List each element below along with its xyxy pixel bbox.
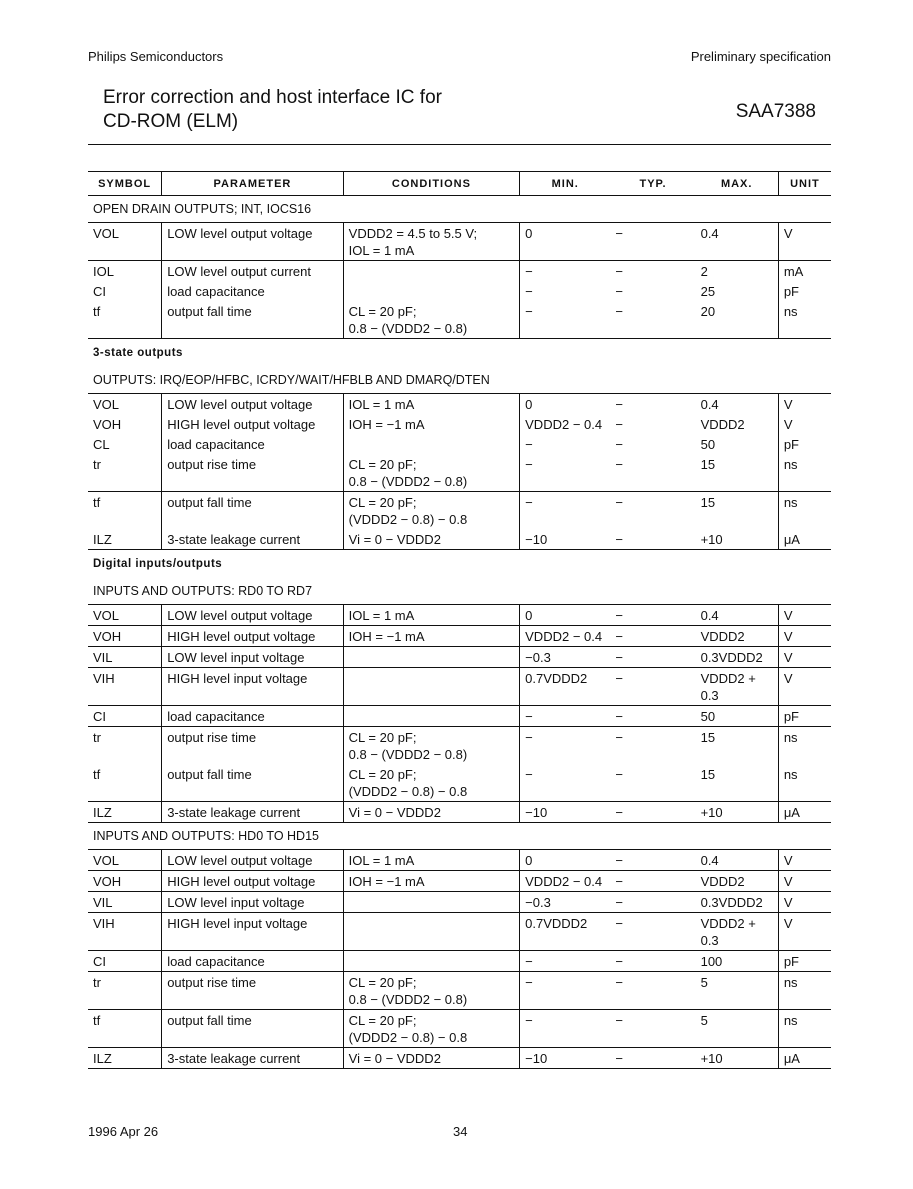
cell-min: − — [520, 951, 611, 972]
cell-typ: − — [610, 951, 695, 972]
cell-min: − — [520, 301, 611, 339]
cell-typ: − — [610, 223, 695, 261]
cell-conditions — [343, 764, 519, 802]
cell-parameter: output fall time — [162, 764, 343, 802]
cell-conditions — [343, 223, 519, 261]
table-row — [88, 706, 831, 727]
cell-symbol: VOL — [88, 223, 162, 261]
cell-parameter: HIGH level output voltage — [162, 414, 343, 434]
cell-min: − — [520, 281, 611, 301]
table-row — [88, 261, 831, 282]
cell-symbol: VOL — [93, 397, 120, 412]
cell-symbol: CI — [88, 951, 162, 972]
condition-line: CL = 20 pF; — [348, 457, 417, 472]
condition-line: (VDDD2 − 0.8) − 0.8 — [348, 784, 468, 799]
col-parameter: PARAMETER — [162, 172, 343, 196]
cell-min: − — [520, 434, 611, 454]
cell-min: − — [520, 706, 611, 727]
condition-line: CL = 20 pF; — [348, 1013, 417, 1028]
cell-parameter: LOW level output current — [162, 261, 343, 282]
cell-parameter: load capacitance — [162, 706, 343, 727]
cell-symbol: ILZ — [88, 802, 162, 823]
table-row — [88, 727, 831, 765]
cell-symbol: VIH — [88, 668, 162, 706]
cell-unit: μA — [778, 529, 831, 550]
cell-min: VDDD2 − 0.4 — [520, 871, 611, 892]
cell-conditions — [343, 1048, 519, 1069]
cell-unit: mA — [778, 261, 831, 282]
table-row — [88, 223, 831, 261]
table-row — [88, 802, 831, 823]
cell-min: −10 — [520, 1048, 611, 1069]
cell-max: VDDD2 + 0.3 — [696, 913, 779, 951]
cell-unit: ns — [778, 301, 831, 339]
cell-min: 0 — [520, 223, 611, 261]
cell-conditions — [343, 492, 519, 530]
cell-unit: ns — [778, 454, 831, 492]
cell-typ: − — [610, 892, 695, 913]
cell-max: 0.3VDDD2 — [696, 892, 779, 913]
cell-typ: − — [610, 454, 695, 492]
condition-line: 0.8 − (VDDD2 − 0.8) — [348, 321, 468, 336]
condition-line: 0.8 − (VDDD2 − 0.8) — [348, 747, 468, 762]
cell-conditions — [343, 281, 519, 301]
cell-unit: pF — [778, 434, 831, 454]
cell-min: 0.7VDDD2 — [520, 913, 611, 951]
col-min: MIN. — [520, 172, 611, 196]
condition-line: Vi = 0 − VDDD2 — [348, 1051, 441, 1066]
cell-min: − — [520, 972, 611, 1010]
cell-parameter: LOW level output voltage — [162, 223, 343, 261]
cell-typ: − — [610, 913, 695, 951]
cell-unit: V — [778, 626, 831, 647]
header-rule — [88, 144, 831, 145]
table-row — [88, 668, 831, 706]
section-heading — [88, 550, 831, 579]
cell-typ: − — [610, 871, 695, 892]
cell-symbol: VIL — [88, 892, 162, 913]
cell-parameter: 3-state leakage current — [162, 529, 343, 550]
cell-max: +10 — [696, 1048, 779, 1069]
cell-unit: V — [778, 647, 831, 668]
table-row — [88, 1010, 831, 1048]
table-row — [88, 647, 831, 668]
cell-typ: − — [610, 972, 695, 1010]
cell-typ: − — [610, 668, 695, 706]
spec-table — [88, 171, 831, 1069]
cell-parameter: LOW level input voltage — [162, 892, 343, 913]
group-heading — [88, 367, 831, 394]
cell-typ: − — [615, 437, 623, 452]
condition-line: CL = 20 pF; — [348, 304, 417, 319]
cell-symbol: tf — [88, 301, 162, 339]
group-heading — [88, 823, 831, 850]
cell-unit: V — [778, 223, 831, 261]
cell-conditions — [343, 706, 519, 727]
cell-unit: μA — [778, 1048, 831, 1069]
cell-min: − — [520, 454, 611, 492]
cell-symbol: IOL — [93, 264, 114, 279]
cell-parameter: LOW level input voltage — [162, 647, 343, 668]
table-header-row — [88, 172, 831, 196]
cell-typ: − — [610, 301, 695, 339]
group-heading — [88, 196, 831, 223]
cell-unit: V — [778, 913, 831, 951]
table-row — [88, 972, 831, 1010]
cell-min: VDDD2 − 0.4 — [520, 626, 611, 647]
cell-min: 0.7VDDD2 — [520, 668, 611, 706]
cell-max: 15 — [700, 495, 716, 510]
cell-max: 20 — [696, 301, 779, 339]
cell-parameter: LOW level output voltage — [162, 850, 343, 871]
cell-parameter: output fall time — [162, 492, 343, 530]
condition-line: IOL = 1 mA — [348, 608, 415, 623]
group-title: OPEN DRAIN OUTPUTS; INT, IOCS16 — [88, 196, 831, 223]
cell-symbol: CI — [88, 706, 162, 727]
cell-unit: V — [778, 394, 831, 415]
table-row — [88, 951, 831, 972]
page-number: 34 — [453, 1124, 468, 1139]
cell-min: −0.3 — [520, 647, 611, 668]
col-symbol: SYMBOL — [88, 172, 162, 196]
cell-parameter: HIGH level input voltage — [162, 668, 343, 706]
cell-parameter: load capacitance — [162, 281, 343, 301]
condition-line: IOH = −1 mA — [348, 417, 425, 432]
cell-symbol: ILZ — [88, 529, 162, 550]
condition-line: (VDDD2 − 0.8) − 0.8 — [348, 512, 468, 527]
cell-conditions — [343, 434, 519, 454]
condition-line: Vi = 0 − VDDD2 — [348, 532, 441, 547]
cell-typ: − — [610, 706, 695, 727]
cell-conditions — [343, 529, 519, 550]
cell-typ: − — [615, 397, 623, 412]
section-title: 3-state outputs — [93, 347, 183, 359]
table-row — [88, 434, 831, 454]
cell-conditions — [343, 301, 519, 339]
cell-min: 0 — [520, 850, 611, 871]
cell-symbol: CL — [93, 437, 110, 452]
cell-unit: V — [778, 871, 831, 892]
cell-symbol: VOL — [88, 605, 162, 626]
footer-date: 1996 Apr 26 — [88, 1124, 159, 1139]
condition-line: CL = 20 pF; — [348, 975, 417, 990]
cell-min: − — [520, 764, 611, 802]
group-title: INPUTS AND OUTPUTS: HD0 TO HD15 — [88, 823, 831, 850]
table-row — [88, 626, 831, 647]
table-row — [88, 764, 831, 802]
cell-max: 5 — [696, 1010, 779, 1048]
cell-min: 0 — [520, 394, 611, 415]
condition-line: 0.8 − (VDDD2 − 0.8) — [348, 992, 468, 1007]
cell-symbol: tf — [88, 1010, 162, 1048]
cell-min: − — [520, 727, 611, 765]
condition-line: CL = 20 pF; — [348, 730, 417, 745]
cell-conditions — [343, 871, 519, 892]
cell-conditions — [343, 892, 519, 913]
cell-unit: μA — [778, 802, 831, 823]
table-row — [88, 871, 831, 892]
cell-conditions — [343, 1010, 519, 1048]
cell-typ: − — [610, 647, 695, 668]
cell-max: 50 — [700, 437, 716, 452]
company-name: Philips Semiconductors — [88, 49, 224, 64]
cell-parameter: 3-state leakage current — [162, 802, 343, 823]
cell-conditions — [343, 913, 519, 951]
cell-symbol: ILZ — [88, 1048, 162, 1069]
cell-typ: − — [610, 1048, 695, 1069]
cell-min: − — [520, 261, 611, 282]
cell-min: − — [520, 492, 611, 530]
cell-unit: ns — [778, 764, 831, 802]
cell-max: 5 — [696, 972, 779, 1010]
section-heading — [88, 339, 831, 368]
cell-parameter: output fall time — [162, 301, 343, 339]
cell-unit: V — [778, 892, 831, 913]
col-typ: TYP. — [610, 172, 695, 196]
cell-conditions — [343, 626, 519, 647]
cell-symbol: VIH — [88, 913, 162, 951]
cell-symbol: tr — [88, 972, 162, 1010]
cell-symbol: VOH — [93, 417, 122, 432]
cell-typ: − — [610, 626, 695, 647]
cell-conditions — [343, 727, 519, 765]
condition-line: 0.8 − (VDDD2 − 0.8) — [348, 474, 468, 489]
condition-line: (VDDD2 − 0.8) − 0.8 — [348, 1030, 468, 1045]
cell-max: VDDD2 — [696, 626, 779, 647]
condition-line: Vi = 0 − VDDD2 — [348, 805, 441, 820]
table-row — [88, 892, 831, 913]
group-heading — [88, 578, 831, 605]
cell-symbol: VOH — [88, 626, 162, 647]
cell-parameter: output rise time — [162, 972, 343, 1010]
cell-max: 15 — [696, 764, 779, 802]
condition-line: CL = 20 pF; — [348, 767, 417, 782]
cell-typ: − — [610, 605, 695, 626]
cell-conditions — [343, 647, 519, 668]
cell-max: 100 — [696, 951, 779, 972]
cell-unit: ns — [778, 972, 831, 1010]
cell-typ: − — [610, 764, 695, 802]
cell-conditions — [343, 394, 519, 415]
cell-symbol: VOH — [88, 871, 162, 892]
cell-parameter: HIGH level output voltage — [162, 871, 343, 892]
cell-unit: pF — [778, 281, 831, 301]
table-row — [88, 529, 831, 550]
cell-unit: ns — [778, 492, 831, 530]
cell-unit: ns — [778, 727, 831, 765]
condition-line: VDDD2 = 4.5 to 5.5 V; — [348, 226, 478, 241]
cell-unit: V — [778, 605, 831, 626]
cell-max: VDDD2 — [696, 871, 779, 892]
cell-max: 25 — [700, 284, 716, 299]
condition-line: IOL = 1 mA — [348, 853, 415, 868]
cell-symbol: tr — [88, 454, 162, 492]
cell-max: 50 — [696, 706, 779, 727]
table-row — [88, 605, 831, 626]
document-title — [103, 86, 442, 134]
cell-min: 0 — [520, 605, 611, 626]
part-number: SAA7388 — [735, 101, 816, 122]
cell-min: −0.3 — [520, 892, 611, 913]
cell-typ: − — [615, 730, 623, 745]
condition-line: IOL = 1 mA — [348, 397, 415, 412]
cell-typ: − — [610, 802, 695, 823]
cell-unit: V — [778, 668, 831, 706]
cell-max: 15 — [696, 454, 779, 492]
cell-parameter: output rise time — [162, 727, 343, 765]
group-title: OUTPUTS: IRQ/EOP/HFBC, ICRDY/WAIT/HFBLB AND DMARQ/DTEN — [88, 367, 831, 394]
cell-symbol: VIL — [88, 647, 162, 668]
cell-max: VDDD2 + 0.3 — [696, 668, 779, 706]
cell-max: 15 — [700, 730, 716, 745]
cell-max: VDDD2 — [700, 417, 745, 432]
cell-conditions — [343, 802, 519, 823]
cell-unit: pF — [778, 951, 831, 972]
cell-symbol: tf — [93, 495, 101, 510]
cell-conditions — [343, 414, 519, 434]
cell-typ: − — [615, 495, 623, 510]
condition-line: IOH = −1 mA — [348, 629, 425, 644]
table-row — [88, 1048, 831, 1069]
cell-parameter: output rise time — [162, 454, 343, 492]
cell-typ: − — [610, 529, 695, 550]
cell-symbol: tr — [93, 730, 101, 745]
title-line-2: CD-ROM (ELM) — [103, 111, 239, 132]
cell-typ: − — [615, 264, 623, 279]
table-row — [88, 301, 831, 339]
cell-parameter: load capacitance — [162, 951, 343, 972]
cell-parameter: load capacitance — [162, 434, 343, 454]
condition-line: IOH = −1 mA — [348, 874, 425, 889]
cell-typ: − — [610, 1010, 695, 1048]
cell-max: 0.4 — [696, 223, 779, 261]
condition-line: IOL = 1 mA — [348, 243, 415, 258]
col-max: MAX. — [696, 172, 779, 196]
cell-unit: ns — [778, 1010, 831, 1048]
section-title: Digital inputs/outputs — [93, 558, 223, 570]
cell-parameter: HIGH level input voltage — [162, 913, 343, 951]
title-line-1: Error correction and host interface IC for — [103, 87, 442, 108]
table-row — [88, 394, 831, 415]
cell-max: 0.4 — [696, 850, 779, 871]
cell-parameter: HIGH level output voltage — [162, 626, 343, 647]
group-title: INPUTS AND OUTPUTS: RD0 TO RD7 — [88, 578, 831, 605]
cell-conditions — [343, 454, 519, 492]
table-row — [88, 414, 831, 434]
cell-max: +10 — [696, 802, 779, 823]
cell-typ: − — [615, 284, 623, 299]
table-row — [88, 454, 831, 492]
cell-max: 0.4 — [700, 397, 719, 412]
table-row — [88, 281, 831, 301]
cell-conditions — [343, 951, 519, 972]
cell-conditions — [343, 972, 519, 1010]
condition-line: CL = 20 pF; — [348, 495, 417, 510]
cell-max: +10 — [696, 529, 779, 550]
cell-conditions — [343, 668, 519, 706]
cell-typ: − — [615, 417, 623, 432]
cell-conditions — [343, 850, 519, 871]
spec-table-body — [88, 196, 831, 1069]
cell-conditions — [343, 261, 519, 282]
cell-unit: pF — [778, 706, 831, 727]
cell-min: −10 — [520, 802, 611, 823]
cell-symbol: tf — [88, 764, 162, 802]
cell-unit: V — [778, 850, 831, 871]
cell-min: −10 — [520, 529, 611, 550]
cell-max: 0.4 — [696, 605, 779, 626]
document-status: Preliminary specification — [690, 49, 831, 64]
col-conditions: CONDITIONS — [343, 172, 519, 196]
cell-max: 0.3VDDD2 — [696, 647, 779, 668]
col-unit: UNIT — [778, 172, 831, 196]
cell-typ: − — [610, 850, 695, 871]
cell-parameter: output fall time — [162, 1010, 343, 1048]
cell-symbol: VOL — [88, 850, 162, 871]
cell-symbol: CI — [93, 284, 106, 299]
table-row — [88, 850, 831, 871]
table-row — [88, 913, 831, 951]
cell-parameter: LOW level output voltage — [162, 605, 343, 626]
cell-min: VDDD2 − 0.4 — [520, 414, 611, 434]
cell-min: − — [520, 1010, 611, 1048]
cell-conditions — [343, 605, 519, 626]
cell-parameter: LOW level output voltage — [162, 394, 343, 415]
cell-unit: V — [778, 414, 831, 434]
cell-max: 2 — [700, 264, 708, 279]
table-row — [88, 492, 831, 530]
cell-parameter: 3-state leakage current — [162, 1048, 343, 1069]
